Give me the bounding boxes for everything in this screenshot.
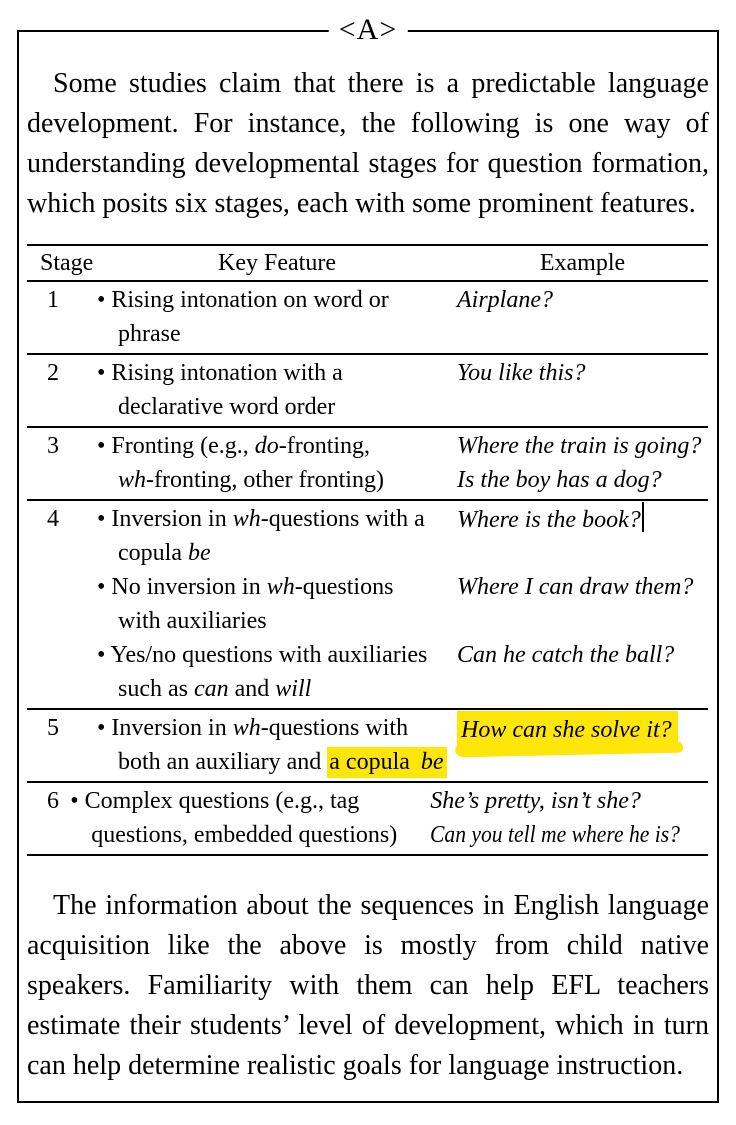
feature-example-item [70,784,708,852]
feature-block [97,429,457,497]
feature-example-item [97,283,708,351]
feature-block [97,570,457,638]
feature-block [97,283,457,351]
table-row-stage-6 [27,783,708,856]
example-line: Where I can draw them? [457,574,694,600]
example-line: Is the boy has a dog? [457,467,662,493]
example-block [457,502,708,570]
table-row-stage-2 [27,355,708,428]
row-body [97,502,708,706]
example-block [457,570,708,638]
example-block [457,711,708,779]
example-block [430,784,708,852]
feature-line: • Inversion in wh-questions with [97,715,409,741]
stage-number: 6 [47,788,59,814]
example-line: Can you tell me where he is? [430,822,681,848]
header-stage: Stage [40,250,94,276]
feature-example-item [97,638,708,706]
feature-line: with auxiliaries [118,608,267,634]
example-block [457,638,708,706]
example-text: Where is the book? [457,507,641,533]
example-block [457,356,708,424]
feature-line: • Yes/no questions with auxiliaries [97,642,428,668]
feature-example-item [97,356,708,424]
table-row-stage-3 [27,428,708,501]
feature-block [70,784,430,852]
stage-number: 3 [47,433,59,459]
intro-paragraph: Some studies claim that there is a predictable language development. For instance, the following is one way of understanding developmental stages for question formation, which posits six stages, each with some prominent features. [27,68,709,219]
feature-block [97,356,457,424]
feature-block [97,711,457,779]
feature-line-highlighted: both an auxiliary and a copula be [97,745,457,779]
row-body [97,356,708,424]
example-block [457,429,708,497]
example-block [457,283,708,351]
example-line: Can he catch the ball? [457,642,675,668]
feature-example-item [97,429,708,497]
table-row-stage-4 [27,501,708,710]
feature-line: • Rising intonation with a [97,360,343,386]
feature-line: phrase [118,321,181,347]
feature-line: • No inversion in wh-questions [97,574,394,600]
example-line: You like this? [457,360,586,386]
feature-line: • Inversion in wh-questions with a [97,506,425,532]
table-header-row [27,246,708,282]
feature-line: • Complex questions (e.g., tag [70,788,360,814]
table-row-stage-5 [27,710,708,783]
closing-paragraph: The information about the sequences in English language acquisition like the above is mostly from child native speakers. Familiarity with them can help EFL teachers estimate their students’ level of development, which in turn can help determine realistic goals for language instruction. [27,890,709,1081]
stage-number: 1 [47,287,59,313]
example-line: Where the train is going? [457,433,702,459]
passage-box [17,13,719,1103]
row-body [70,784,708,852]
feature-line: • Fronting (e.g., do-fronting, [97,433,371,459]
feature-line: • Rising intonation on word or [97,287,389,313]
example-line [457,502,708,537]
stage-number: 2 [47,360,59,386]
row-body [97,711,708,779]
header-key-feature: Key Feature [218,250,336,276]
example-line-highlighted: How can she solve it? [457,711,708,749]
text-cursor-icon [642,502,644,532]
feature-block [97,638,457,706]
feature-example-item [97,711,708,779]
feature-line: such as can and will [118,676,312,702]
feature-line: wh-fronting, other fronting) [118,467,384,493]
stage-number: 5 [47,715,59,741]
feature-example-item [97,502,708,570]
stage-number: 4 [47,506,59,532]
table-row-stage-1 [27,282,708,355]
header-example: Example [539,250,626,276]
stages-table [27,244,708,856]
section-label: <A> [329,10,408,50]
feature-line: copula be [118,540,211,566]
row-body [97,283,708,351]
row-body [97,429,708,497]
feature-block [97,502,457,570]
feature-line: declarative word order [118,394,336,420]
example-line: Airplane? [457,287,553,313]
feature-line: questions, embedded questions) [91,822,398,848]
feature-example-item [97,570,708,638]
example-line: She’s pretty, isn’t she? [430,788,641,814]
